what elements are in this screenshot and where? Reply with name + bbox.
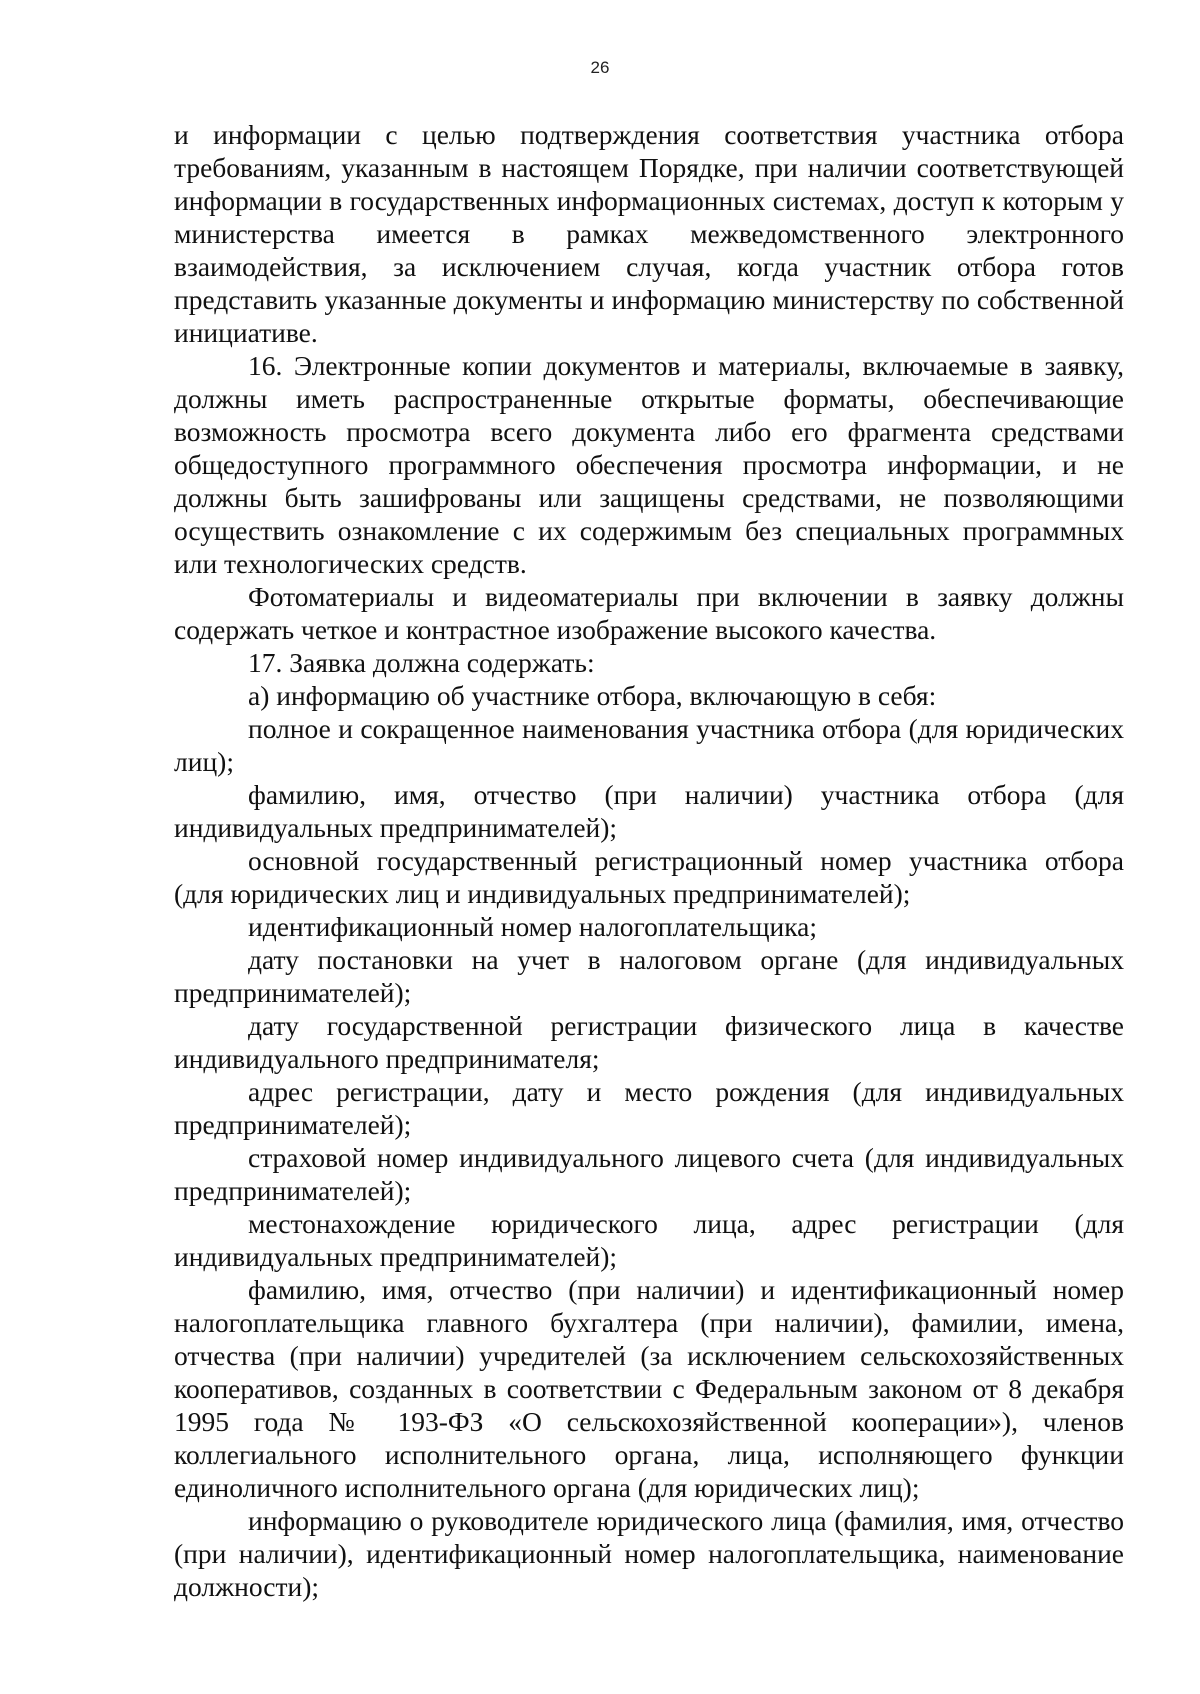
list-item-state-registration-date: дату государственной регистрации физического лица в качестве индивидуального предпринимателя; [174, 1010, 1124, 1074]
paragraph-16-electronic-copies: 16. Электронные копии документов и материалы, включаемые в заявку, должны иметь распространенные открытые форматы, обеспечивающие возможность просмотра всего документа либо его фрагмента средствами общедоступного программного обеспечения просмотра информации, и не должны быть зашифрованы или защищены средствами, не позволяющими осуществить ознакомление с их содержимым без специальных программных или технологических средств. [174, 350, 1124, 579]
list-item-address-birth: адрес регистрации, дату и место рождения (для индивидуальных предпринимателей); [174, 1076, 1124, 1140]
list-item-head-info: информацию о руководителе юридического лица (фамилия, имя, отчество (при наличии), идентификационный номер налогоплательщика, наименование должности); [174, 1505, 1124, 1602]
page-number: 26 [590, 58, 610, 77]
list-item-location-address: местонахождение юридического лица, адрес регистрации (для индивидуальных предпринимателей); [174, 1208, 1124, 1272]
list-item-tax-registration-date: дату постановки на учет в налоговом органе (для индивидуальных предпринимателей); [174, 944, 1124, 1008]
list-item-ogrn: основной государственный регистрационный номер участника отбора (для юридических лиц и индивидуальных предпринимателей); [174, 845, 1124, 909]
list-item-full-short-name: полное и сокращенное наименования участника отбора (для юридических лиц); [174, 713, 1124, 777]
paragraph-17a-participant-info: а) информацию об участнике отбора, включающую в себя: [248, 680, 937, 711]
list-item-chief-accountant-founders: фамилию, имя, отчество (при наличии) и идентификационный номер налогоплательщика главного бухгалтера (при наличии), фамилии, имена, отчества (при наличии) учредителей (за исключением сельскохозяйственных кооперативов, созданных в соответствии с Федеральным законом от 8 декабря 1995 года № 193-ФЗ «О сельскохозяйственной кооперации»), членов коллегиального исполнительного органа, лица, исполняющего функции единоличного исполнительного органа (для юридических лиц); [174, 1274, 1124, 1503]
list-item-snils: страховой номер индивидуального лицевого счета (для индивидуальных предпринимателей); [174, 1142, 1124, 1206]
paragraph-17-application-contents: 17. Заявка должна содержать: [248, 647, 595, 678]
list-item-inn: идентификационный номер налогоплательщика; [248, 911, 818, 942]
list-item-full-name-ip: фамилию, имя, отчество (при наличии) участника отбора (для индивидуальных предпринимателей); [174, 779, 1124, 843]
document-body [174, 118, 1124, 1603]
paragraph-photo-video-materials: Фотоматериалы и видеоматериалы при включении в заявку должны содержать четкое и контрастное изображение высокого качества. [174, 581, 1124, 645]
paragraph-intro-continuation: и информации с целью подтверждения соответствия участника отбора требованиям, указанным в настоящем Порядке, при наличии соответствующей информации в государственных информационных системах, доступ к которым у министерства имеется в рамках межведомственного электронного взаимодействия, за исключением случая, когда участник отбора готов представить указанные документы и информацию министерству по собственной инициативе. [174, 119, 1124, 348]
